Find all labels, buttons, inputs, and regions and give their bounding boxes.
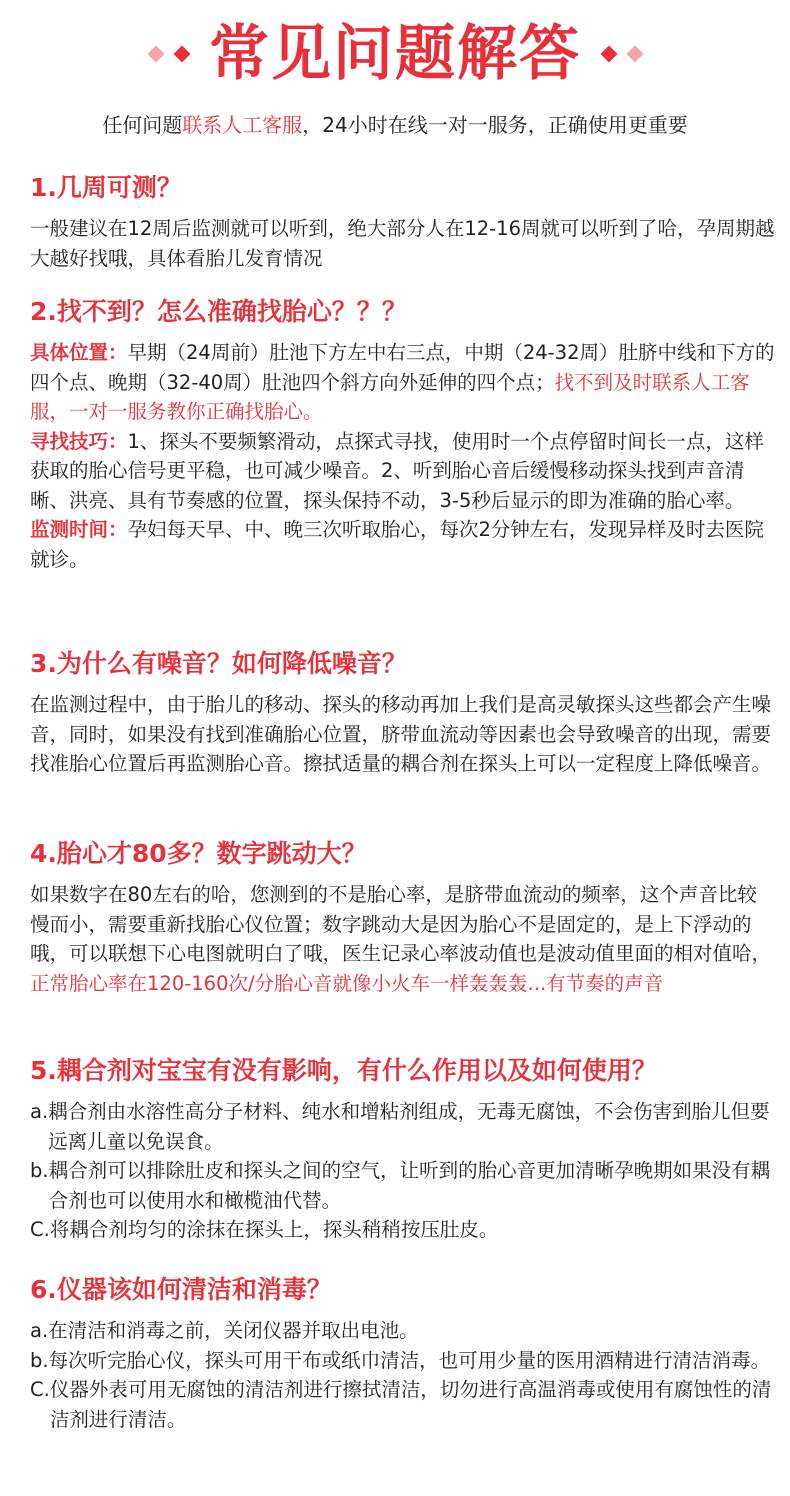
- list-item: [30, 1097, 775, 1156]
- list-text: 仪器外表可用无腐蚀的清洁剂进行擦拭清洁，切勿进行高温消毒或使用有腐蚀性的清洁剂进行清洁。: [49, 1378, 772, 1431]
- faq-section-1: [30, 170, 775, 273]
- question-title: 1.几周可测？: [30, 173, 182, 202]
- list-marker: C.: [30, 1218, 50, 1241]
- list-text: 将耦合剂均匀的涂抹在探头上，探头稍稍按压肚皮。: [49, 1218, 499, 1241]
- list-item: [30, 1375, 775, 1434]
- list-text: 耦合剂由水溶性高分子材料、纯水和增粘剂组成，无毒无腐蚀，不会伤害到胎儿但要远离儿童以免误食。: [48, 1100, 770, 1153]
- faq-section-5: [30, 1053, 775, 1245]
- faq-section-6: [30, 1272, 775, 1434]
- faq-section-2: [30, 294, 775, 574]
- list-text: 在清洁和消毒之前，关闭仪器并取出电池。: [48, 1319, 419, 1342]
- question-title: 2.找不到？怎么准确找胎心？？？: [30, 297, 407, 326]
- faq-section-3: [30, 646, 775, 779]
- question-title: 6.仪器该如何清洁和消毒？: [30, 1275, 332, 1304]
- position-label: 具体位置：: [30, 341, 128, 364]
- contact-service-link[interactable]: 联系人工客服: [182, 113, 303, 137]
- subtitle-prefix: 任何问题: [102, 113, 183, 137]
- position-paragraph: [30, 338, 775, 427]
- list-marker: a.: [30, 1100, 49, 1123]
- position-highlight: 找不到及时联系人工客服，一对一服务教你正确找胎心。: [30, 370, 750, 423]
- question-title: 4.胎心才80多？数字跳动大？: [30, 839, 367, 868]
- list-item: [30, 1156, 775, 1215]
- list-text: 每次听完胎心仪，探头可用干布或纸巾清洁，也可用少量的医用酒精进行清洁消毒。: [48, 1348, 771, 1372]
- faq-section-4: [30, 836, 775, 998]
- list-marker: a.: [30, 1319, 49, 1342]
- list-item: [30, 1346, 775, 1376]
- tips-label: 寻找技巧：: [30, 429, 128, 453]
- tips-text: 1、探头不要频繁滑动，点探式寻找，使用时一个点停留时间长一点，这样获取的胎心信号更平稳，也可减少噪音。2、听到胎心音后缓慢移动探头找到声音清晰、洪亮、具有节奏感的位置，探头保持不动，3-5秒后显示的即为准确的胎心率。: [30, 429, 764, 512]
- answer-body: 如果数字在80左右的哈，您测到的不是胎心率，是脐带血流动的频率，这个声音比较慢而小，需要重新找胎心仪位置；数字跳动大是因为胎心不是固定的，是上下浮动的哦，可以联想下心电图就明白了哦，医生记录心率波动值也是波动值里面的相对值哈，: [30, 883, 772, 965]
- page-subtitle: [0, 110, 790, 140]
- time-paragraph: [30, 515, 775, 574]
- time-text: 孕妇每天早、中、晚三次听取胎心，每次2分钟左右，发现异样及时去医院就诊。: [30, 518, 764, 571]
- answer-text: [30, 880, 775, 998]
- question-title: 3.为什么有噪音？如何降低噪音？: [30, 649, 407, 678]
- position-text: 早期（24周前）肚池下方左中右三点，中期（24-32周）肚脐中线和下方的四个点、晚期（32-40周）肚池四个斜方向外延伸的四个点；: [30, 341, 775, 394]
- page-title: 常见问题解答: [209, 19, 581, 89]
- list-item: [30, 1215, 775, 1245]
- list-text: 耦合剂可以排除肚皮和探头之间的空气，让听到的胎心音更加清晰孕晚期如果没有耦合剂也可以使用水和橄榄油代替。: [48, 1159, 771, 1212]
- tips-paragraph: [30, 427, 775, 516]
- page-header: [0, 18, 790, 90]
- time-label: 监测时间：: [30, 518, 128, 541]
- subtitle-suffix: ，24小时在线一对一服务，正确使用更重要: [302, 113, 688, 137]
- answer-highlight: 正常胎心率在120-160次/分胎心音就像小火车一样轰轰轰...有节奏的声音: [30, 971, 664, 995]
- list-marker: b.: [30, 1348, 49, 1372]
- answer-text: 在监测过程中，由于胎儿的移动、探头的移动再加上我们是高灵敏探头这些都会产生噪音，同时，如果没有找到准确胎心位置，脐带血流动等因素也会导致噪音的出现，需要找准胎心位置后再监测胎心音。擦拭适量的耦合剂在探头上可以一定程度上降低噪音。: [30, 693, 772, 775]
- list-marker: C.: [30, 1378, 50, 1401]
- answer-text: 一般建议在12周后监测就可以听到，绝大部分人在12-16周就可以听到了哈，孕周期越大越好找哦，具体看胎儿发育情况: [30, 217, 775, 270]
- question-title: 5.耦合剂对宝宝有没有影响，有什么作用以及如何使用？: [30, 1056, 657, 1085]
- list-item: [30, 1316, 775, 1346]
- list-marker: b.: [30, 1159, 49, 1182]
